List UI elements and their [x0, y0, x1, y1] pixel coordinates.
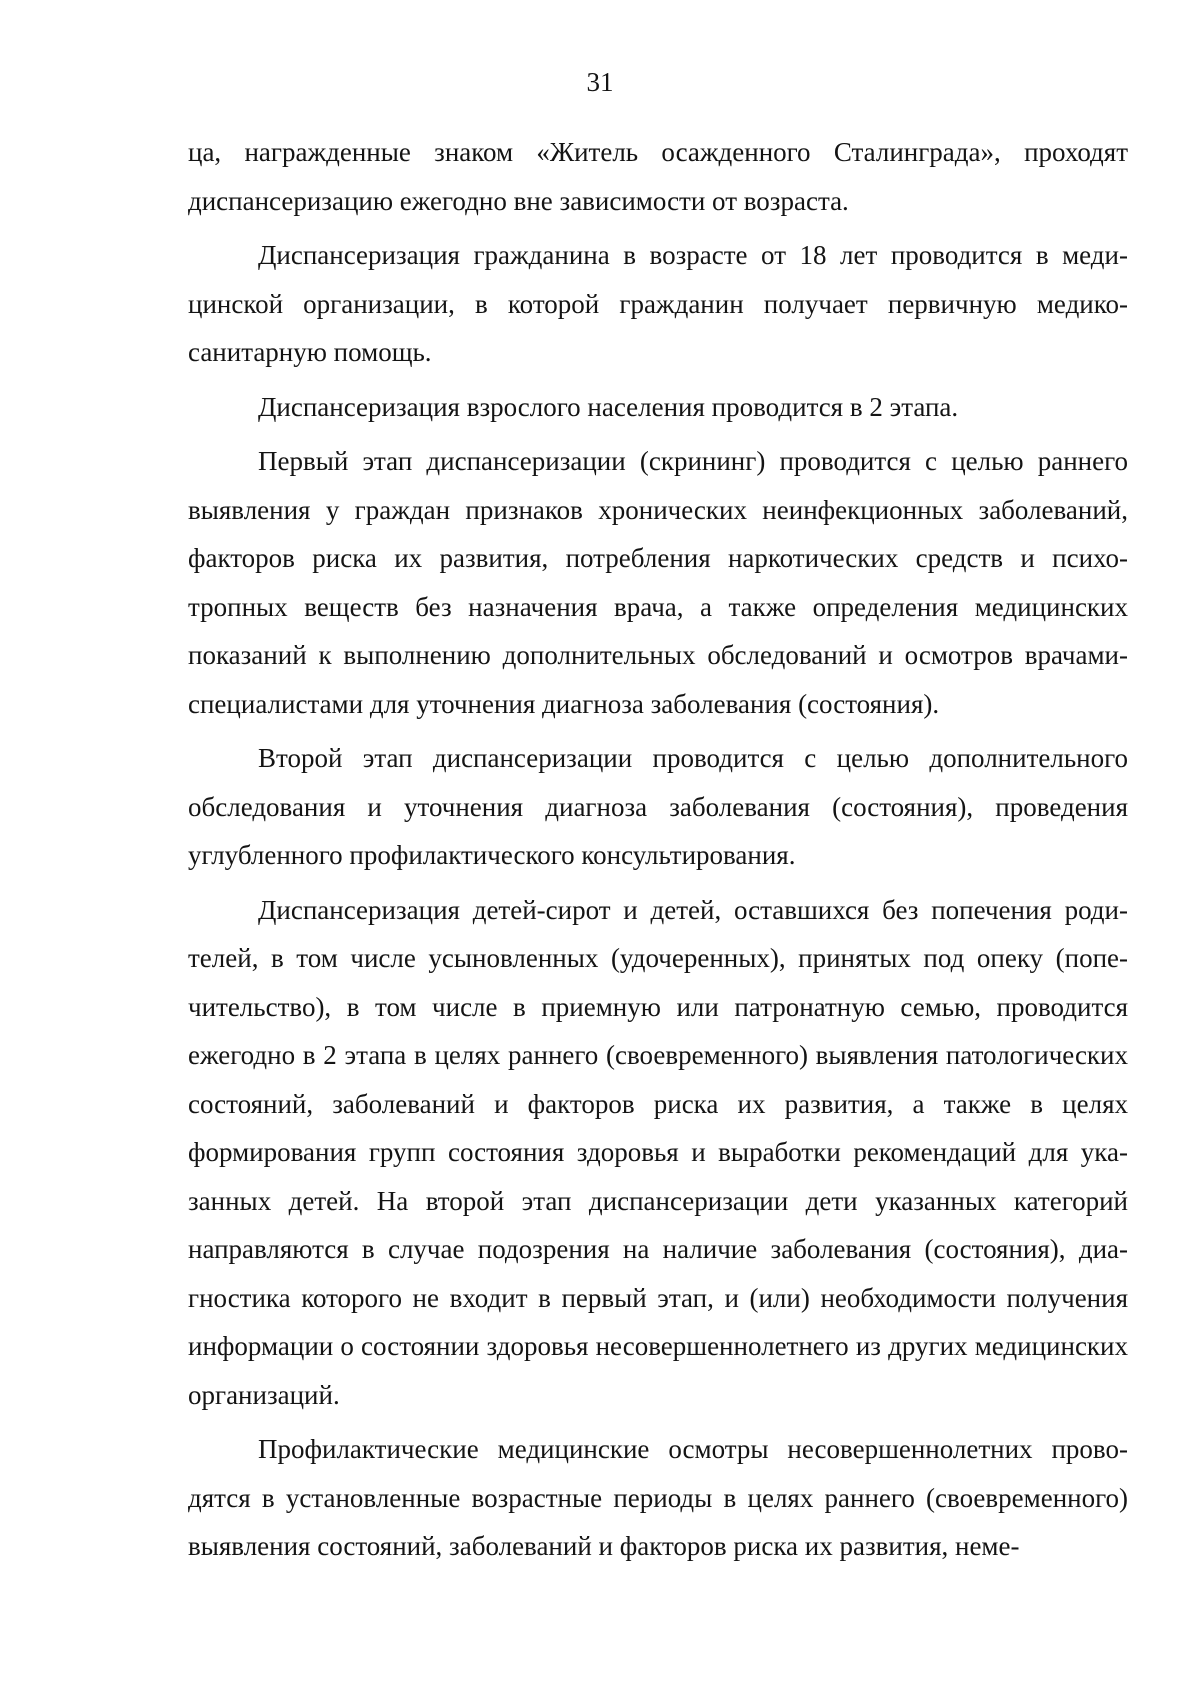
paragraph-second-stage: Второй этап диспансеризации проводится с целью дополнительного обследования и уточнения диагноза заболевания (состояния), проведения углубленного профилактического консультирования.: [188, 743, 1128, 870]
paragraph-continuation: ца, награжденные знаком «Житель осажденного Сталинграда», проходят диспансеризацию ежегодно вне зависимости от возраста.: [188, 137, 1128, 216]
paragraph-first-stage: Первый этап диспансеризации (скрининг) проводится с целью раннего выявления у граждан признаков хронических неинфекционных заболеваний, факторов риска их развития, потребления наркотических средств и психотропных веществ без назначения врача, а также определения медицинских показаний к выполнению дополнительных обследований и осмотров врачами-специалистами для уточнения диагноза заболевания (состояния).: [188, 446, 1128, 719]
paragraph-two-stages: Диспансеризация взрослого населения проводится в 2 этапа.: [258, 391, 959, 422]
page-number: 31: [586, 67, 614, 97]
paragraph-adult-location: Диспансеризация гражданина в возрасте от 18 лет проводится в медицинской организации, в которой гражданин получает первичную медико-санитарную помощь.: [188, 240, 1128, 367]
body-text: [188, 128, 1128, 1577]
paragraph-minors-checkups: Профилактические медицинские осмотры несовершеннолетних проводятся в установленные возрастные периоды в целях раннего (своевременного) выявления состояний, заболеваний и факторов риска их развития, неме-: [188, 1434, 1128, 1561]
paragraph-orphans: Диспансеризация детей-сирот и детей, оставшихся без попечения родителей, в том числе усыновленных (удочеренных), принятых под опеку (попечительство), в том числе в приемную или патронатную семью, проводится ежегодно в 2 этапа в целях раннего (своевременного) выявления патологических состояний, заболеваний и факторов риска их развития, а также в целях формирования групп состояния здоровья и выработки рекомендаций для указанных детей. На второй этап диспансеризации дети указанных категорий направляются в случае подозрения на наличие заболевания (состояния), диагностика которого не входит в первый этап, и (или) необходимости получения информации о состоянии здоровья несовершеннолетнего из других медицинских организаций.: [188, 894, 1128, 1410]
